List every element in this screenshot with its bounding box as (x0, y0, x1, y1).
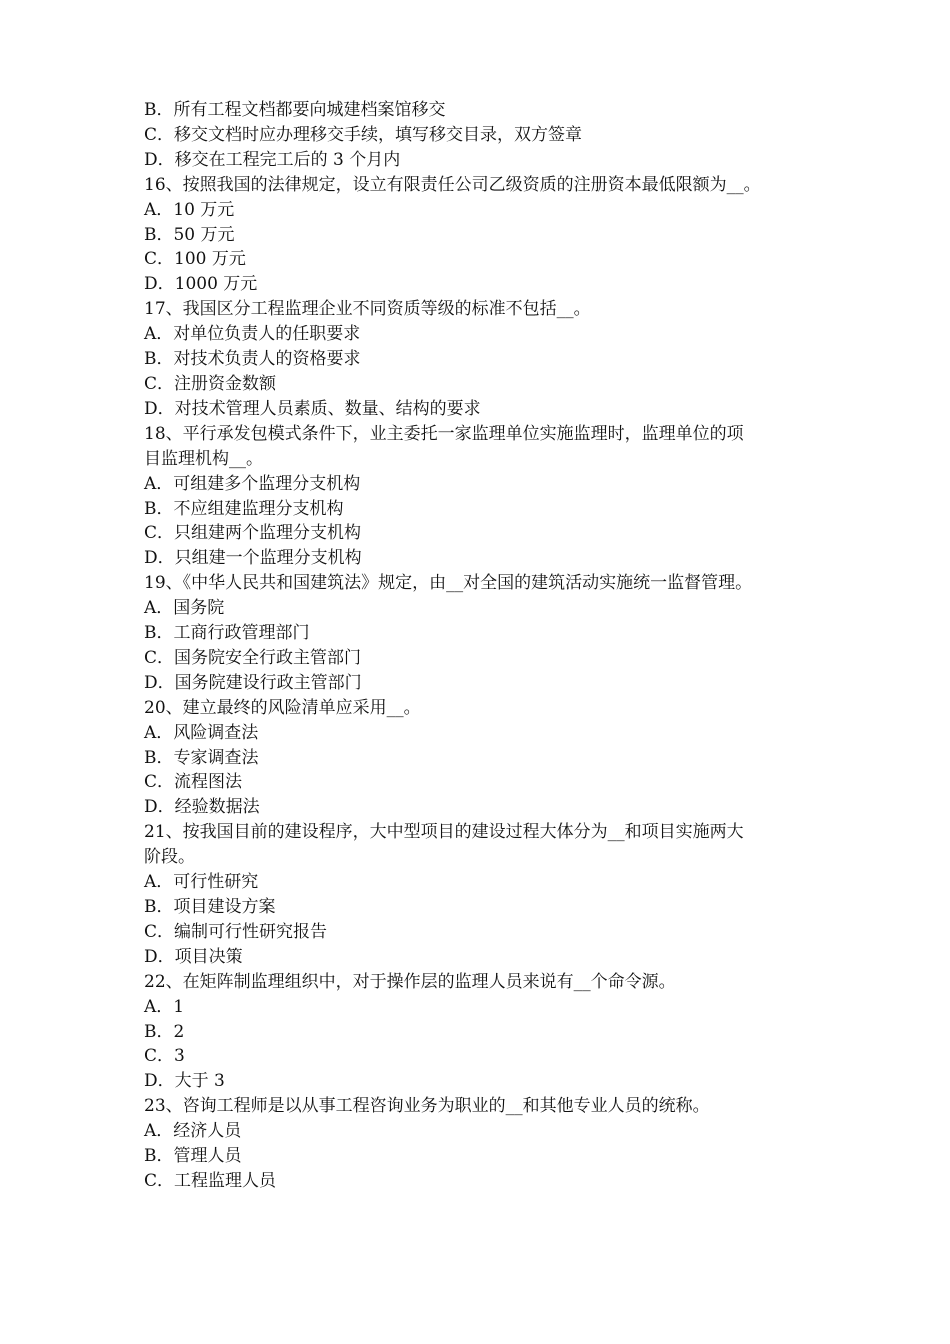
question-line: 18、平行承发包模式条件下，业主委托一家监理单位实施监理时，监理单位的项 (144, 423, 744, 444)
question-line: 20、建立最终的风险清单应采用__。 (144, 697, 421, 718)
option-line: C．流程图法 (144, 772, 243, 793)
option-line: D．对技术管理人员素质、数量、结构的要求 (144, 398, 481, 419)
option-line: C．只组建两个监理分支机构 (144, 523, 362, 544)
question-line: 22、在矩阵制监理组织中，对于操作层的监理人员来说有__个命令源。 (144, 971, 676, 992)
option-line: A．国务院 (144, 598, 225, 619)
option-line: D．经验数据法 (144, 797, 260, 818)
option-line: D．项目决策 (144, 946, 243, 967)
option-line: C．100 万元 (144, 249, 246, 270)
option-line: A．风险调查法 (144, 722, 259, 743)
option-line: A．可组建多个监理分支机构 (144, 473, 361, 494)
option-line: A．1 (144, 996, 185, 1017)
option-line: B．项目建设方案 (144, 897, 276, 917)
question-line: 23、咨询工程师是以从事工程咨询业务为职业的__和其他专业人员的统称。 (144, 1096, 710, 1117)
option-line: D．大于 3 (144, 1071, 225, 1092)
option-line: B．50 万元 (144, 224, 235, 245)
option-line: B．2 (144, 1021, 185, 1042)
option-line: A．可行性研究 (144, 872, 259, 893)
option-line: D．国务院建设行政主管部门 (144, 672, 362, 693)
option-line: B．管理人员 (144, 1146, 242, 1167)
option-line: B．对技术负责人的资格要求 (144, 349, 361, 370)
option-line: C．国务院安全行政主管部门 (144, 647, 362, 668)
option-line: B．专家调查法 (144, 747, 259, 768)
document-page (144, 98, 824, 1194)
option-line: D．只组建一个监理分支机构 (144, 548, 362, 569)
question-line: 17、我国区分工程监理企业不同资质等级的标准不包括__。 (144, 299, 591, 320)
question-line-continued: 阶段。 (144, 847, 195, 868)
option-line: B．工商行政管理部门 (144, 623, 310, 644)
option-line: C．注册资金数额 (144, 373, 277, 394)
text-line: D．移交在工程完工后的 3 个月内 (144, 149, 401, 170)
option-line: B．不应组建监理分支机构 (144, 498, 344, 519)
option-line: A．对单位负责人的任职要求 (144, 324, 361, 345)
question-line: 19、《中华人民共和国建筑法》规定，由__对全国的建筑活动实施统一监督管理。 (144, 573, 753, 594)
option-line: C．3 (144, 1046, 185, 1067)
question-line: 21、按我国目前的建设程序，大中型项目的建设过程大体分为__和项目实施两大 (144, 822, 744, 843)
question-line: 16、按照我国的法律规定，设立有限责任公司乙级资质的注册资本最低限额为__。 (144, 174, 761, 195)
text-line: C．移交文档时应办理移交手续，填写移交目录，双方签章 (144, 124, 583, 145)
option-line: D．1000 万元 (144, 274, 258, 295)
option-line: C．工程监理人员 (144, 1170, 277, 1191)
text-line: B．所有工程文档都要向城建档案馆移交 (144, 100, 446, 120)
option-line: C．编制可行性研究报告 (144, 921, 328, 942)
option-line: A．经济人员 (144, 1121, 242, 1142)
option-line: A．10 万元 (144, 199, 235, 220)
question-line-continued: 目监理机构__。 (144, 448, 263, 469)
